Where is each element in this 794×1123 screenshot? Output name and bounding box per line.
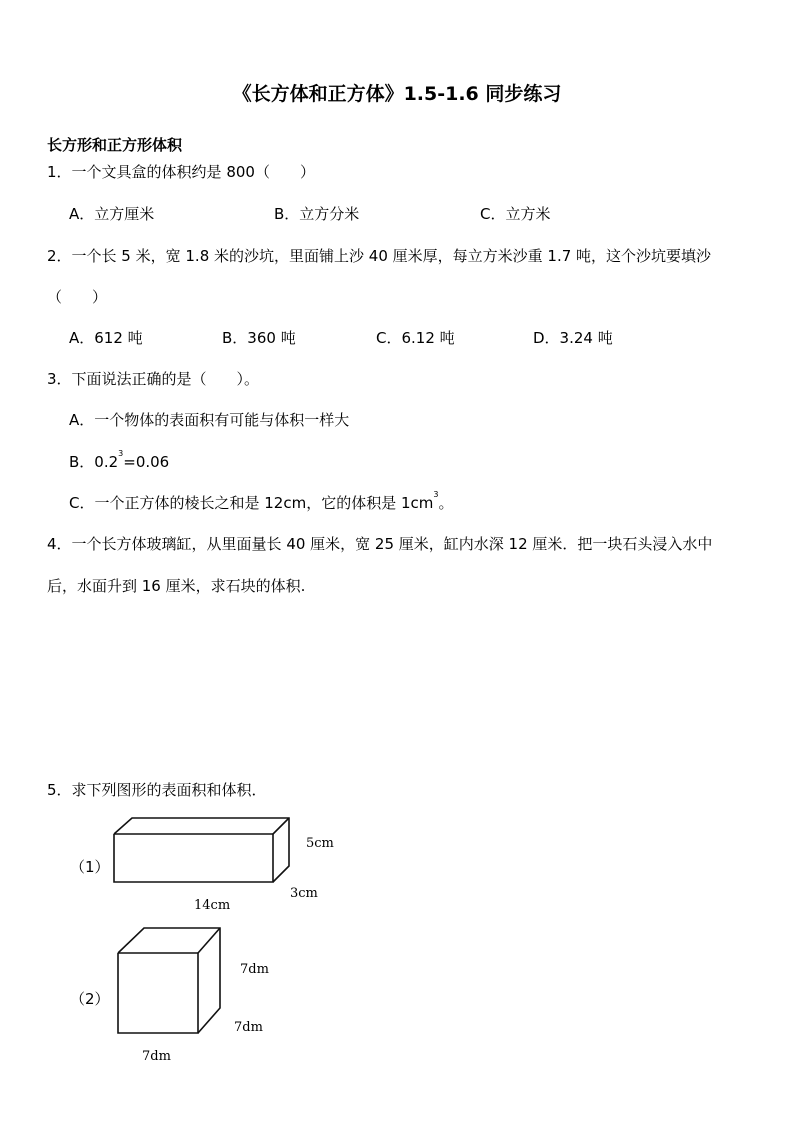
q1-option-c: C．立方米 [480,205,551,223]
section-heading: 长方形和正方形体积 [47,136,183,154]
figure-2-width-label: 7dm [234,1020,263,1035]
question-2-line-2: （ ） [47,288,108,306]
cuboid-figure [108,812,294,888]
page-title: 《长方体和正方体》1.5-1.6 同步练习 [232,83,562,105]
figure-1-length-label: 14cm [194,898,231,913]
question-3: 3．下面说法正确的是（ ）。 [47,370,260,388]
question-2-line-1: 2．一个长 5 米，宽 1.8 米的沙坑，里面铺上沙 40 厘米厚，每立方米沙重 1.7 吨，这个沙坑要填沙 [47,247,712,265]
figure-1-width-label: 3cm [290,886,318,901]
q1-option-a: A．立方厘米 [69,205,155,223]
q3-option-b: B．$0.2^3=0.06$ [69,449,170,471]
question-1: 1．一个文具盒的体积约是 800（ ） [47,163,315,181]
q2-option-c: C．6.12 吨 [376,329,455,347]
q3-option-c: C．一个正方体的棱长之和是 12cm，它的体积是 $1cm^3$。 [69,490,454,512]
question-5: 5．求下列图形的表面积和体积． [47,781,267,799]
question-4-line-2: 后，水面升到 16 厘米，求石块的体积. [47,577,306,595]
figure-2-height-label: 7dm [240,962,269,977]
q1-option-b: B．立方分米 [274,205,360,223]
figure-1-height-label: 5cm [306,836,334,851]
question-4-line-1: 4．一个长方体玻璃缸，从里面量长 40 厘米，宽 25 厘米，缸内水深 12 厘米．把一块石头浸入水中 [47,535,713,553]
q2-option-a: A．612 吨 [69,329,143,347]
q2-option-b: B．360 吨 [222,329,296,347]
cube-figure [112,922,224,1038]
q3-option-a: A．一个物体的表面积有可能与体积一样大 [69,411,350,429]
figure-2-label: （2） [70,990,110,1008]
figure-1-label: （1） [70,858,110,876]
q2-option-d: D．3.24 吨 [533,329,613,347]
figure-2-length-label: 7dm [142,1049,171,1064]
